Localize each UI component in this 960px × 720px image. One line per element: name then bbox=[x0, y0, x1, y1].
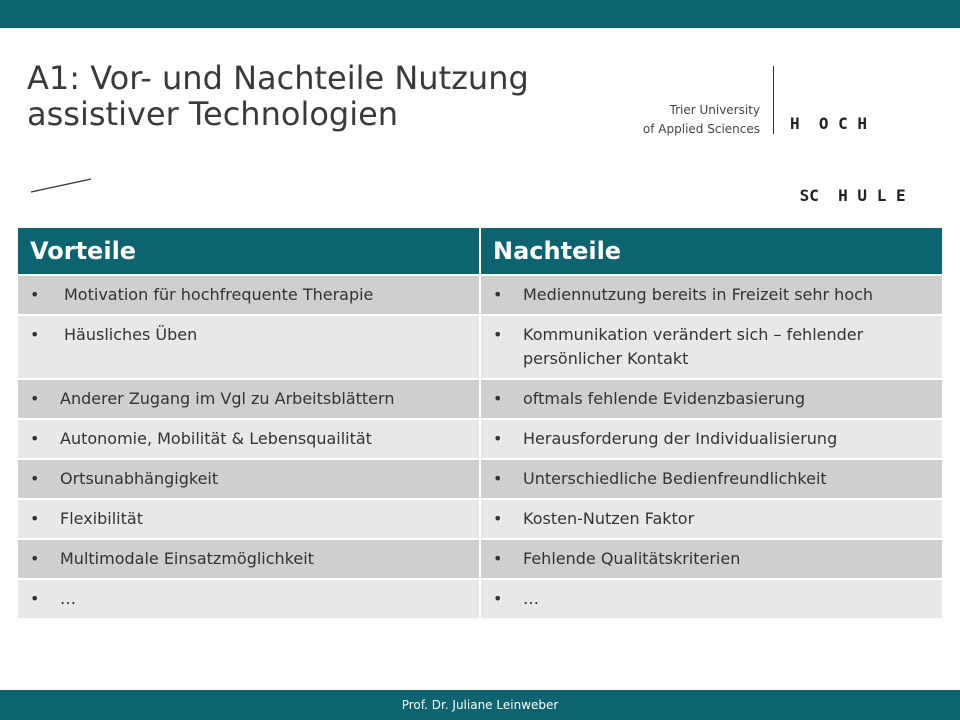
bullet-icon: • bbox=[493, 589, 503, 608]
cell-text: … bbox=[523, 589, 539, 608]
slide-title-line-1: A1: Vor- und Nachteile Nutzung bbox=[27, 59, 529, 97]
bullet-icon: • bbox=[493, 469, 503, 488]
cell-text: Multimodale Einsatzmöglichkeit bbox=[60, 549, 314, 568]
vorteil-cell bbox=[17, 579, 480, 619]
bullet-icon: • bbox=[30, 589, 40, 608]
nachteil-cell bbox=[480, 275, 943, 315]
cell-text: Fehlende Qualitätskriterien bbox=[523, 549, 741, 568]
nachteil-cell bbox=[480, 579, 943, 619]
cell-text: Häusliches Üben bbox=[64, 325, 198, 344]
cell-text: Motivation für hochfrequente Therapie bbox=[64, 285, 374, 304]
bullet-icon: • bbox=[493, 389, 503, 408]
vorteil-cell bbox=[17, 459, 480, 499]
cell-text: Kosten-Nutzen Faktor bbox=[523, 509, 695, 528]
logo-line-2: SC H U L E bbox=[790, 186, 906, 205]
cell-text: Herausforderung der Individualisierung bbox=[523, 429, 838, 448]
table-row bbox=[17, 459, 943, 499]
vorteil-cell bbox=[17, 379, 480, 419]
nachteil-cell bbox=[480, 539, 943, 579]
table-header-row bbox=[17, 227, 943, 275]
cell-text: Mediennutzung bereits in Freizeit sehr hoch bbox=[523, 285, 874, 304]
vorteil-cell bbox=[17, 499, 480, 539]
table-row bbox=[17, 275, 943, 315]
bullet-icon: • bbox=[493, 325, 503, 344]
cell-text: Flexibilität bbox=[60, 509, 143, 528]
top-brand-bar bbox=[0, 0, 960, 28]
slide-title-line-2: assistiver Technologien bbox=[27, 95, 399, 133]
cell-text: Autonomie, Mobilität & Lebensquailität bbox=[60, 429, 372, 448]
bullet-icon: • bbox=[30, 469, 40, 488]
nachteil-cell bbox=[480, 459, 943, 499]
footer-author: Prof. Dr. Juliane Leinweber bbox=[401, 698, 559, 712]
bullet-icon: • bbox=[493, 549, 503, 568]
bullet-icon: • bbox=[30, 429, 40, 448]
nachteil-cell bbox=[480, 419, 943, 459]
cell-text: Kommunikation verändert sich – fehlender persönlicher Kontakt bbox=[523, 325, 864, 368]
bullet-icon: • bbox=[30, 325, 40, 344]
table-row bbox=[17, 539, 943, 579]
bullet-icon: • bbox=[30, 509, 40, 528]
bullet-icon: • bbox=[30, 389, 40, 408]
bullet-icon: • bbox=[493, 429, 503, 448]
cell-text: oftmals fehlende Evidenzbasierung bbox=[523, 389, 805, 408]
title-accent-line bbox=[30, 176, 94, 194]
vorteil-cell bbox=[17, 539, 480, 579]
footer-bar bbox=[0, 690, 960, 720]
bullet-icon: • bbox=[30, 285, 40, 304]
pros-cons-table bbox=[16, 226, 944, 620]
bullet-icon: • bbox=[30, 549, 40, 568]
table-row bbox=[17, 315, 943, 379]
cell-text: Anderer Zugang im Vgl zu Arbeitsblättern bbox=[60, 389, 395, 408]
cell-text: … bbox=[60, 589, 76, 608]
university-name-line-1: Trier University bbox=[669, 103, 760, 117]
column-header-vorteile: Vorteile bbox=[17, 227, 480, 275]
vorteil-cell bbox=[17, 419, 480, 459]
nachteil-cell bbox=[480, 315, 943, 379]
vorteil-cell bbox=[17, 315, 480, 379]
nachteil-cell bbox=[480, 379, 943, 419]
logo-line-1: H O C H bbox=[790, 114, 868, 133]
cell-text: Ortsunabhängigkeit bbox=[60, 469, 219, 488]
column-header-nachteile: Nachteile bbox=[480, 227, 943, 275]
table-row bbox=[17, 419, 943, 459]
university-name-line-2: of Applied Sciences bbox=[642, 122, 760, 136]
vorteil-cell bbox=[17, 275, 480, 315]
nachteil-cell bbox=[480, 499, 943, 539]
logo-divider bbox=[773, 66, 774, 134]
table-row bbox=[17, 499, 943, 539]
table-row bbox=[17, 579, 943, 619]
cell-text: Unterschiedliche Bedienfreundlichkeit bbox=[523, 469, 827, 488]
bullet-icon: • bbox=[493, 509, 503, 528]
table-row bbox=[17, 379, 943, 419]
university-name bbox=[600, 101, 760, 139]
bullet-icon: • bbox=[493, 285, 503, 304]
slide-title bbox=[27, 60, 627, 132]
